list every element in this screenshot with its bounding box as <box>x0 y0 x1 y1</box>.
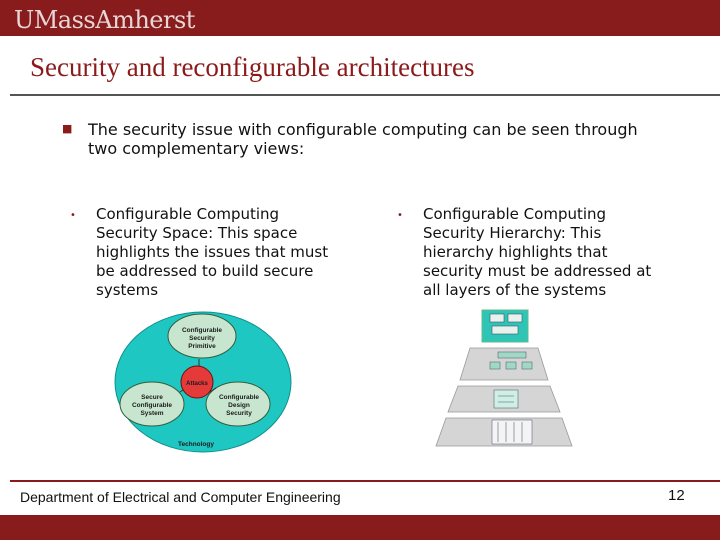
footer-bar <box>0 515 720 540</box>
layer-icon <box>494 390 518 408</box>
design-label-3: Security <box>226 410 252 417</box>
security-space-term: Configurable Computing Security Space <box>96 205 280 242</box>
layer-icon <box>506 362 516 369</box>
intro-text: The security issue with configurable computing can be seen through two complementary views: <box>88 120 638 158</box>
layer-icon <box>508 314 522 322</box>
design-label-1: Configurable <box>218 394 260 401</box>
department-label: Department of Electrical and Computer Engineering <box>20 489 341 505</box>
layer-icon <box>498 352 526 358</box>
dot-bullet-icon: • <box>70 210 76 221</box>
university-logo-text: UMassAmherst <box>14 6 195 34</box>
security-space-text <box>96 205 336 300</box>
page-number: 12 <box>668 487 685 504</box>
attacks-label: Attacks <box>186 381 208 387</box>
design-label-2: Design <box>228 402 250 409</box>
title-divider <box>10 94 720 96</box>
security-hierarchy-desc: : This hierarchy highlights that security must be addressed at all layers of the systems <box>423 224 652 299</box>
layer-icon <box>492 326 518 334</box>
slide-title: Security and reconfigurable architectures <box>30 52 475 82</box>
primitive-label-1: Configurable <box>181 327 223 334</box>
footer-divider <box>10 480 720 482</box>
dot-bullet-icon: • <box>397 210 403 221</box>
header-bar <box>0 0 720 36</box>
layer-icon <box>490 362 500 369</box>
square-bullet-icon: ■ <box>62 122 73 135</box>
system-label-3: System <box>140 410 164 417</box>
system-label-1: Secure <box>141 394 163 401</box>
primitive-label-3: Primitive <box>188 343 216 350</box>
layer-icon <box>490 314 504 322</box>
security-hierarchy-term: Configurable Computing Security Hierarchy <box>423 205 607 242</box>
technology-label: Technology <box>178 441 214 448</box>
security-hierarchy-diagram <box>428 308 580 450</box>
security-space-desc: : This space highlights the issues that must be addressed to build secure systems <box>96 224 329 299</box>
security-space-diagram <box>108 308 298 458</box>
system-label-2: Configurable <box>131 402 173 409</box>
security-hierarchy-text <box>423 205 659 300</box>
layer-icon <box>522 362 532 369</box>
primitive-label-2: Security <box>189 335 215 342</box>
